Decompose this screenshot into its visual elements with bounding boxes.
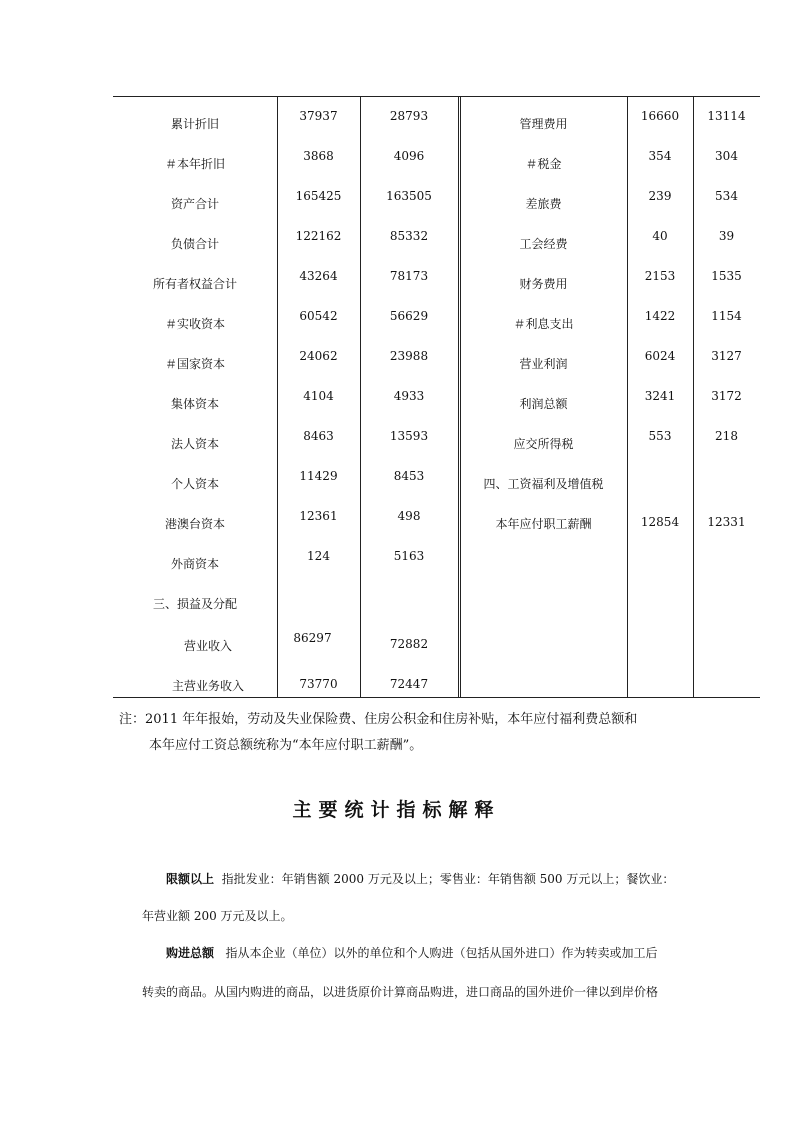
row-label: 外商资本 — [170, 557, 219, 571]
definition-term: 购进总额 — [166, 946, 215, 960]
value-cell: 13114 — [707, 109, 746, 123]
value-cell: 218 — [715, 429, 738, 443]
value-cell: 6024 — [644, 349, 676, 363]
value-cell: 3241 — [644, 389, 676, 403]
row-label: ＃实收资本 — [164, 317, 225, 331]
row-label: 负债合计 — [170, 237, 219, 251]
row-label: ＃本年折旧 — [164, 157, 225, 171]
row-label: 个人资本 — [170, 477, 219, 491]
row-label: 主营业务收入 — [171, 679, 244, 693]
row-label: 营业收入 — [183, 639, 232, 653]
value-cell: 13593 — [389, 429, 429, 443]
table-bottom-rule — [113, 697, 760, 698]
value-cell: 43264 — [299, 269, 338, 283]
definition-line: 转卖的商品。从国内购进的商品，以进货原价计算商品购进，进口商品的国外进价一律以到岸价格 — [142, 985, 659, 999]
value-cell: 4104 — [303, 389, 334, 403]
value-cell: 354 — [648, 149, 672, 163]
value-cell: 124 — [307, 549, 330, 563]
value-cell: 11429 — [299, 469, 338, 483]
value-cell: 5163 — [393, 549, 425, 563]
definition-line: 年营业额 200 万元及以上。 — [142, 909, 293, 923]
row-label: 差旅费 — [525, 197, 562, 211]
value-cell: 1154 — [711, 309, 742, 323]
row-label: 营业利润 — [519, 357, 568, 371]
value-cell: 85332 — [389, 229, 429, 243]
value-cell: 78173 — [389, 269, 429, 283]
value-cell: 8463 — [303, 429, 334, 443]
value-cell: 2153 — [644, 269, 676, 283]
row-label: 法人资本 — [170, 437, 219, 451]
row-label: 工会经费 — [519, 237, 568, 251]
value-cell: 4096 — [393, 149, 425, 163]
value-cell: 73770 — [299, 677, 338, 691]
value-cell: 60542 — [299, 309, 338, 323]
value-cell: 24062 — [299, 349, 338, 363]
value-cell: 72447 — [389, 677, 429, 691]
value-cell: 56629 — [389, 309, 429, 323]
value-cell: 534 — [715, 189, 738, 203]
value-cell: 498 — [397, 509, 421, 523]
value-cell: 8453 — [393, 469, 425, 483]
row-label: 本年应付职工薪酬 — [495, 517, 592, 531]
value-cell: 12361 — [299, 509, 338, 523]
value-cell: 40 — [652, 229, 668, 243]
row-label: ＃国家资本 — [164, 357, 225, 371]
value-cell: 4933 — [393, 389, 425, 403]
row-label: 财务费用 — [519, 277, 568, 291]
value-cell: 239 — [648, 189, 672, 203]
row-label: 应交所得税 — [513, 437, 574, 451]
value-cell: 122162 — [295, 229, 342, 243]
value-cell: 1535 — [711, 269, 742, 283]
definition-line — [166, 944, 657, 961]
value-cell: 12331 — [707, 515, 746, 529]
column-divider-center — [458, 97, 459, 697]
value-cell: 16660 — [640, 109, 680, 123]
value-cell: 553 — [648, 429, 672, 443]
note-line: 注：2011 年年报始，劳动及失业保险费、住房公积金和住房补贴，本年应付福利费总额和 — [119, 712, 638, 727]
note-line: 本年应付工资总额统称为“本年应付职工薪酬”。 — [149, 738, 423, 753]
row-label: 所有者权益合计 — [152, 277, 237, 291]
row-label: 资产合计 — [170, 197, 219, 211]
value-cell: 304 — [715, 149, 738, 163]
section-title: 主要统计指标解释 — [292, 799, 501, 821]
value-cell: 72882 — [389, 637, 429, 651]
value-cell: 12854 — [640, 515, 680, 529]
value-cell: 3172 — [711, 389, 742, 403]
row-label: 利润总额 — [519, 397, 568, 411]
table-top-rule — [113, 96, 760, 97]
definition-line — [166, 870, 674, 887]
row-label: ＃税金 — [525, 157, 562, 171]
section-label: 四、工资福利及增值税 — [483, 477, 604, 491]
value-cell: 3868 — [303, 149, 334, 163]
definition-term: 限额以上 — [166, 872, 215, 886]
value-cell: 23988 — [389, 349, 429, 363]
definition-text: 指从本企业（单位）以外的单位和个人购进（包括从国外进口）作为转卖或加工后 — [225, 946, 658, 960]
value-cell: 86297 — [293, 631, 332, 645]
row-label: 累计折旧 — [170, 117, 219, 131]
value-cell: 163505 — [386, 189, 432, 203]
value-cell: 1422 — [644, 309, 676, 323]
value-cell: 165425 — [295, 189, 342, 203]
value-cell: 3127 — [711, 349, 742, 363]
row-label: 集体资本 — [170, 397, 219, 411]
section-label: 三、损益及分配 — [152, 597, 237, 611]
row-label: 管理费用 — [519, 117, 568, 131]
row-label: 港澳台资本 — [164, 517, 225, 531]
value-cell: 37937 — [299, 109, 338, 123]
value-cell: 39 — [718, 229, 735, 243]
row-label: ＃利息支出 — [513, 317, 574, 331]
value-cell: 28793 — [389, 109, 429, 123]
definition-text: 指批发业：年销售额 2000 万元及以上；零售业：年销售额 500 万元以上；餐饮业： — [221, 872, 675, 886]
